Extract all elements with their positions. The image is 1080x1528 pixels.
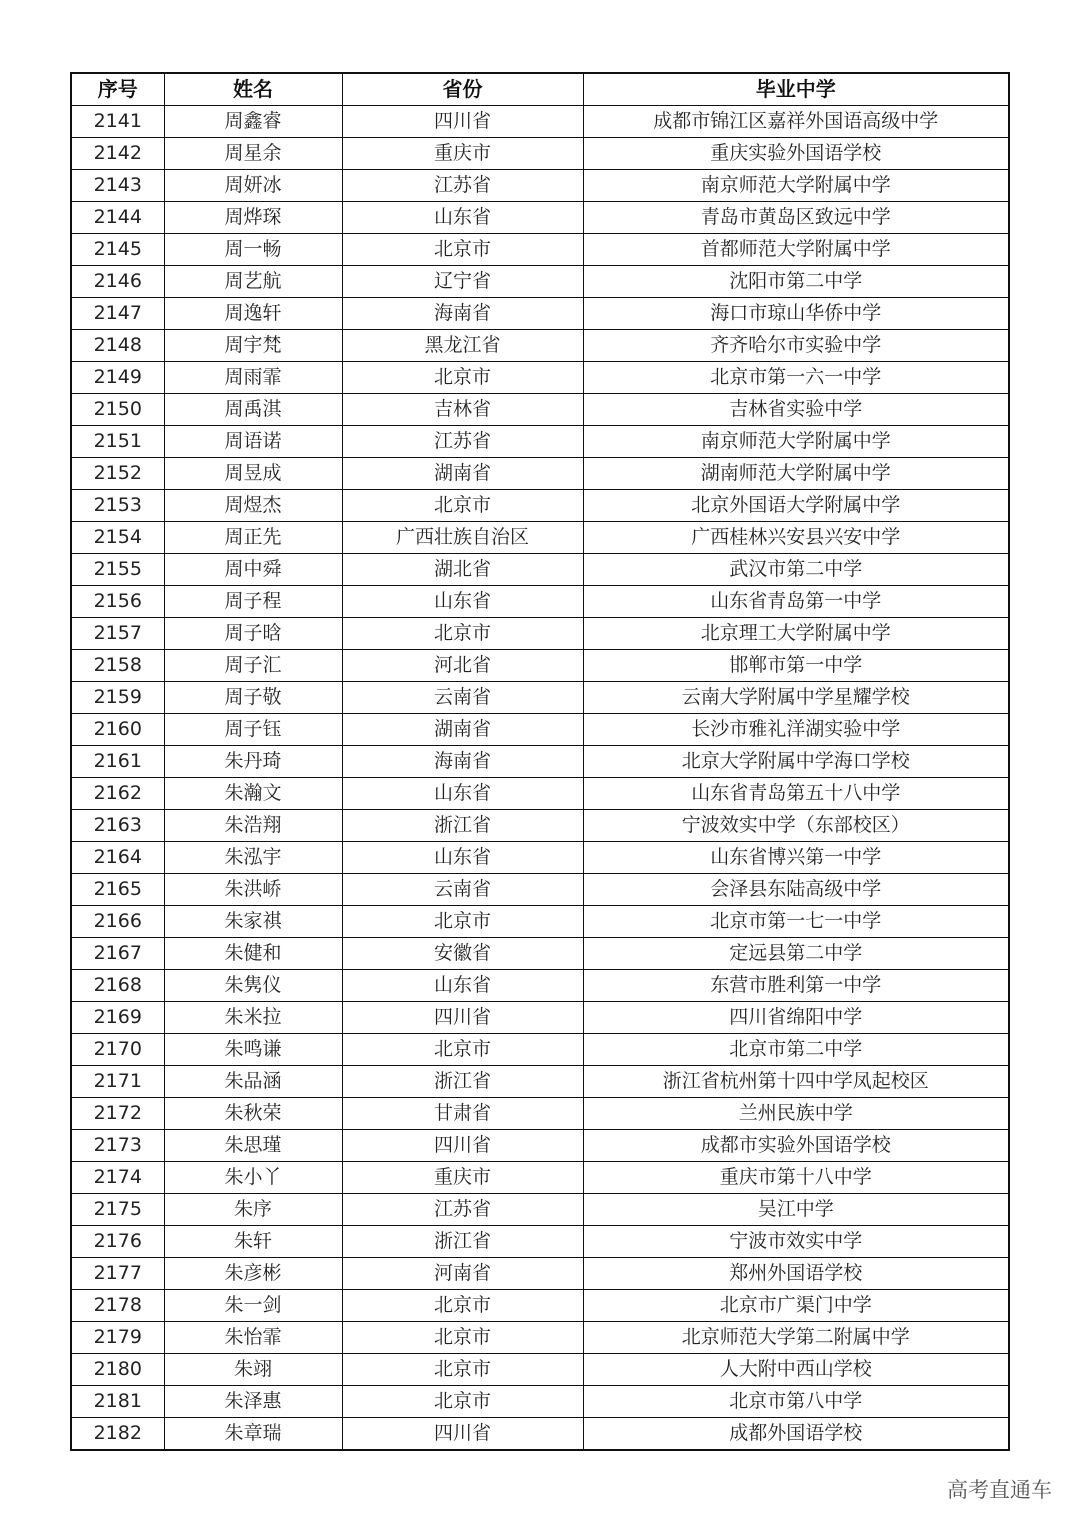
cell-index: 2177 (71, 1258, 164, 1290)
cell-school: 宁波效实中学（东部校区） (583, 810, 1009, 842)
cell-province: 北京市 (342, 490, 583, 522)
table-row (71, 1066, 1009, 1098)
cell-province: 江苏省 (342, 1194, 583, 1226)
table-row (71, 1130, 1009, 1162)
cell-index: 2175 (71, 1194, 164, 1226)
cell-name: 朱小丫 (164, 1162, 342, 1194)
cell-school: 北京师范大学第二附属中学 (583, 1322, 1009, 1354)
cell-province: 北京市 (342, 362, 583, 394)
cell-school: 定远县第二中学 (583, 938, 1009, 970)
cell-province: 山东省 (342, 970, 583, 1002)
cell-province: 重庆市 (342, 1162, 583, 1194)
table-row (71, 554, 1009, 586)
cell-name: 朱秋荣 (164, 1098, 342, 1130)
table-row (71, 1418, 1009, 1451)
cell-name: 朱品涵 (164, 1066, 342, 1098)
cell-index: 2151 (71, 426, 164, 458)
cell-school: 会泽县东陆高级中学 (583, 874, 1009, 906)
cell-province: 北京市 (342, 1354, 583, 1386)
cell-school: 青岛市黄岛区致远中学 (583, 202, 1009, 234)
cell-name: 周子汇 (164, 650, 342, 682)
cell-name: 朱健和 (164, 938, 342, 970)
cell-school: 海口市琼山华侨中学 (583, 298, 1009, 330)
cell-name: 周宇梵 (164, 330, 342, 362)
cell-school: 重庆市第十八中学 (583, 1162, 1009, 1194)
cell-name: 朱泽惠 (164, 1386, 342, 1418)
cell-school: 首都师范大学附属中学 (583, 234, 1009, 266)
cell-index: 2150 (71, 394, 164, 426)
cell-name: 朱彦彬 (164, 1258, 342, 1290)
cell-index: 2167 (71, 938, 164, 970)
cell-index: 2181 (71, 1386, 164, 1418)
cell-name: 周正先 (164, 522, 342, 554)
cell-school: 郑州外国语学校 (583, 1258, 1009, 1290)
cell-province: 浙江省 (342, 1066, 583, 1098)
cell-province: 四川省 (342, 1418, 583, 1451)
cell-name: 朱泓宇 (164, 842, 342, 874)
cell-index: 2147 (71, 298, 164, 330)
table-row (71, 874, 1009, 906)
cell-name: 周一畅 (164, 234, 342, 266)
cell-province: 浙江省 (342, 1226, 583, 1258)
cell-name: 朱家祺 (164, 906, 342, 938)
table-row (71, 970, 1009, 1002)
cell-school: 宁波市效实中学 (583, 1226, 1009, 1258)
table-row (71, 1002, 1009, 1034)
cell-province: 河北省 (342, 650, 583, 682)
cell-province: 海南省 (342, 746, 583, 778)
cell-name: 周星余 (164, 138, 342, 170)
header-province: 省份 (342, 73, 583, 106)
cell-school: 重庆实验外国语学校 (583, 138, 1009, 170)
table-row (71, 1386, 1009, 1418)
cell-index: 2149 (71, 362, 164, 394)
cell-school: 山东省博兴第一中学 (583, 842, 1009, 874)
cell-school: 吉林省实验中学 (583, 394, 1009, 426)
cell-province: 海南省 (342, 298, 583, 330)
table-row (71, 362, 1009, 394)
table-row (71, 1322, 1009, 1354)
cell-name: 朱洪峤 (164, 874, 342, 906)
cell-index: 2143 (71, 170, 164, 202)
cell-index: 2180 (71, 1354, 164, 1386)
cell-index: 2162 (71, 778, 164, 810)
cell-index: 2148 (71, 330, 164, 362)
cell-name: 周妍冰 (164, 170, 342, 202)
cell-province: 北京市 (342, 1290, 583, 1322)
cell-name: 朱思瑾 (164, 1130, 342, 1162)
header-name: 姓名 (164, 73, 342, 106)
cell-index: 2170 (71, 1034, 164, 1066)
cell-index: 2154 (71, 522, 164, 554)
cell-province: 四川省 (342, 1002, 583, 1034)
table-row (71, 778, 1009, 810)
table-row (71, 138, 1009, 170)
cell-index: 2169 (71, 1002, 164, 1034)
cell-name: 周雨霏 (164, 362, 342, 394)
header-index: 序号 (71, 73, 164, 106)
table-row (71, 266, 1009, 298)
cell-name: 周艺航 (164, 266, 342, 298)
cell-name: 朱怡霏 (164, 1322, 342, 1354)
cell-province: 江苏省 (342, 170, 583, 202)
cell-name: 朱瀚文 (164, 778, 342, 810)
cell-name: 朱浩翔 (164, 810, 342, 842)
cell-index: 2171 (71, 1066, 164, 1098)
cell-index: 2142 (71, 138, 164, 170)
cell-index: 2182 (71, 1418, 164, 1451)
cell-school: 北京市第一七一中学 (583, 906, 1009, 938)
cell-index: 2158 (71, 650, 164, 682)
cell-index: 2152 (71, 458, 164, 490)
cell-name: 朱隽仪 (164, 970, 342, 1002)
table-row (71, 1290, 1009, 1322)
cell-name: 周昱成 (164, 458, 342, 490)
cell-index: 2164 (71, 842, 164, 874)
table-row (71, 1098, 1009, 1130)
cell-province: 北京市 (342, 906, 583, 938)
cell-province: 辽宁省 (342, 266, 583, 298)
cell-school: 四川省绵阳中学 (583, 1002, 1009, 1034)
cell-index: 2161 (71, 746, 164, 778)
table-header-row (71, 73, 1009, 106)
cell-index: 2141 (71, 106, 164, 138)
cell-index: 2178 (71, 1290, 164, 1322)
cell-province: 山东省 (342, 586, 583, 618)
cell-index: 2165 (71, 874, 164, 906)
table-row (71, 202, 1009, 234)
cell-school: 北京市广渠门中学 (583, 1290, 1009, 1322)
cell-index: 2153 (71, 490, 164, 522)
cell-province: 广西壮族自治区 (342, 522, 583, 554)
cell-index: 2157 (71, 618, 164, 650)
cell-name: 朱章瑞 (164, 1418, 342, 1451)
cell-school: 山东省青岛第一中学 (583, 586, 1009, 618)
cell-index: 2155 (71, 554, 164, 586)
cell-province: 湖北省 (342, 554, 583, 586)
table-row (71, 234, 1009, 266)
cell-name: 朱鸣谦 (164, 1034, 342, 1066)
cell-school: 南京师范大学附属中学 (583, 426, 1009, 458)
cell-index: 2145 (71, 234, 164, 266)
table-row (71, 298, 1009, 330)
cell-school: 北京大学附属中学海口学校 (583, 746, 1009, 778)
table-row (71, 106, 1009, 138)
watermark: 高考直通车 (947, 1478, 1052, 1502)
table-row (71, 650, 1009, 682)
cell-province: 云南省 (342, 874, 583, 906)
cell-name: 朱丹琦 (164, 746, 342, 778)
cell-province: 四川省 (342, 106, 583, 138)
cell-province: 北京市 (342, 1322, 583, 1354)
cell-name: 周子程 (164, 586, 342, 618)
cell-school: 浙江省杭州第十四中学凤起校区 (583, 1066, 1009, 1098)
table-row (71, 938, 1009, 970)
table-row (71, 618, 1009, 650)
cell-school: 成都外国语学校 (583, 1418, 1009, 1451)
table-row (71, 458, 1009, 490)
cell-school: 广西桂林兴安县兴安中学 (583, 522, 1009, 554)
table-row (71, 1162, 1009, 1194)
cell-name: 周中舜 (164, 554, 342, 586)
cell-school: 北京市第一六一中学 (583, 362, 1009, 394)
table-row (71, 1226, 1009, 1258)
cell-index: 2156 (71, 586, 164, 618)
table-row (71, 906, 1009, 938)
header-school: 毕业中学 (583, 73, 1009, 106)
table-row (71, 490, 1009, 522)
table-row (71, 330, 1009, 362)
cell-province: 安徽省 (342, 938, 583, 970)
table-row (71, 842, 1009, 874)
cell-index: 2176 (71, 1226, 164, 1258)
cell-name: 朱米拉 (164, 1002, 342, 1034)
cell-index: 2173 (71, 1130, 164, 1162)
cell-province: 云南省 (342, 682, 583, 714)
cell-index: 2168 (71, 970, 164, 1002)
table-row (71, 170, 1009, 202)
cell-school: 长沙市雅礼洋湖实验中学 (583, 714, 1009, 746)
cell-school: 北京市第八中学 (583, 1386, 1009, 1418)
cell-school: 齐齐哈尔市实验中学 (583, 330, 1009, 362)
cell-school: 武汉市第二中学 (583, 554, 1009, 586)
cell-index: 2144 (71, 202, 164, 234)
cell-index: 2166 (71, 906, 164, 938)
cell-school: 邯郸市第一中学 (583, 650, 1009, 682)
cell-index: 2159 (71, 682, 164, 714)
cell-school: 成都市锦江区嘉祥外国语高级中学 (583, 106, 1009, 138)
table-row (71, 682, 1009, 714)
cell-name: 朱翊 (164, 1354, 342, 1386)
table-row (71, 1258, 1009, 1290)
cell-school: 云南大学附属中学星耀学校 (583, 682, 1009, 714)
cell-school: 北京市第二中学 (583, 1034, 1009, 1066)
admission-list-table (70, 72, 1010, 1451)
cell-school: 东营市胜利第一中学 (583, 970, 1009, 1002)
cell-index: 2146 (71, 266, 164, 298)
cell-index: 2174 (71, 1162, 164, 1194)
table-row (71, 1034, 1009, 1066)
cell-province: 山东省 (342, 842, 583, 874)
table-row (71, 522, 1009, 554)
cell-province: 甘肃省 (342, 1098, 583, 1130)
cell-index: 2163 (71, 810, 164, 842)
cell-school: 山东省青岛第五十八中学 (583, 778, 1009, 810)
cell-province: 山东省 (342, 202, 583, 234)
cell-province: 湖南省 (342, 458, 583, 490)
table-row (71, 426, 1009, 458)
cell-name: 周禹淇 (164, 394, 342, 426)
cell-province: 浙江省 (342, 810, 583, 842)
cell-province: 山东省 (342, 778, 583, 810)
cell-index: 2160 (71, 714, 164, 746)
cell-province: 北京市 (342, 1034, 583, 1066)
cell-school: 北京外国语大学附属中学 (583, 490, 1009, 522)
cell-index: 2179 (71, 1322, 164, 1354)
cell-name: 周子晗 (164, 618, 342, 650)
table-row (71, 394, 1009, 426)
cell-province: 重庆市 (342, 138, 583, 170)
table-row (71, 746, 1009, 778)
cell-province: 北京市 (342, 618, 583, 650)
cell-province: 河南省 (342, 1258, 583, 1290)
cell-name: 周语诺 (164, 426, 342, 458)
cell-province: 北京市 (342, 1386, 583, 1418)
cell-province: 吉林省 (342, 394, 583, 426)
cell-name: 周鑫睿 (164, 106, 342, 138)
cell-school: 吴江中学 (583, 1194, 1009, 1226)
cell-school: 成都市实验外国语学校 (583, 1130, 1009, 1162)
cell-school: 沈阳市第二中学 (583, 266, 1009, 298)
table-row (71, 586, 1009, 618)
cell-name: 周烨琛 (164, 202, 342, 234)
cell-name: 周子敬 (164, 682, 342, 714)
cell-school: 兰州民族中学 (583, 1098, 1009, 1130)
table-row (71, 1354, 1009, 1386)
cell-school: 人大附中西山学校 (583, 1354, 1009, 1386)
cell-index: 2172 (71, 1098, 164, 1130)
table-row (71, 714, 1009, 746)
table-row (71, 810, 1009, 842)
cell-name: 朱序 (164, 1194, 342, 1226)
cell-school: 北京理工大学附属中学 (583, 618, 1009, 650)
cell-name: 朱轩 (164, 1226, 342, 1258)
cell-school: 湖南师范大学附属中学 (583, 458, 1009, 490)
cell-school: 南京师范大学附属中学 (583, 170, 1009, 202)
table-row (71, 1194, 1009, 1226)
cell-name: 周子钰 (164, 714, 342, 746)
cell-name: 周逸轩 (164, 298, 342, 330)
cell-name: 朱一剑 (164, 1290, 342, 1322)
cell-province: 江苏省 (342, 426, 583, 458)
cell-name: 周煜杰 (164, 490, 342, 522)
cell-province: 四川省 (342, 1130, 583, 1162)
cell-province: 北京市 (342, 234, 583, 266)
cell-province: 湖南省 (342, 714, 583, 746)
cell-province: 黑龙江省 (342, 330, 583, 362)
